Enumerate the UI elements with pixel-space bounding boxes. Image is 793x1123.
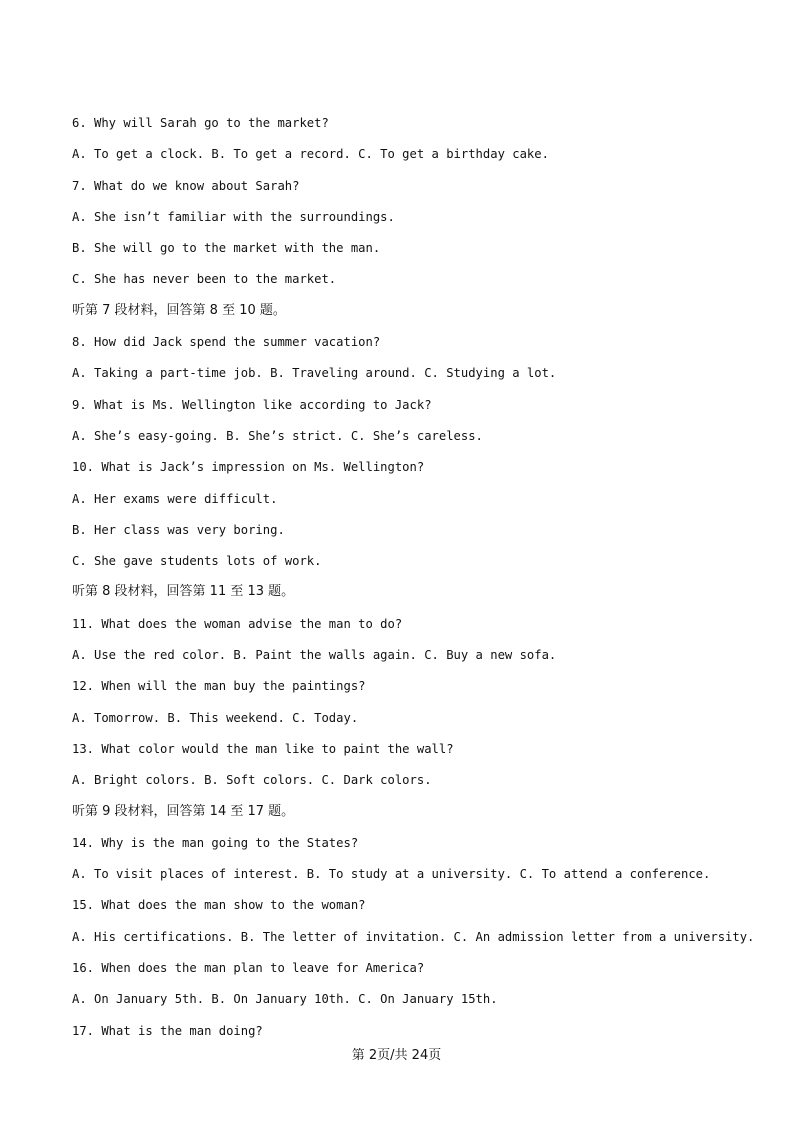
answer-options: A. Bright colors. B. Soft colors. C. Dark colors. xyxy=(72,773,432,788)
answer-options: A. Taking a part-time job. B. Traveling around. C. Studying a lot. xyxy=(72,366,557,381)
section-instruction: 听第 9 段材料，回答第 14 至 17 题。 xyxy=(72,803,295,819)
answer-options: A. She’s easy-going. B. She’s strict. C. She’s careless. xyxy=(72,428,483,443)
question-text: 12. When will the man buy the paintings? xyxy=(72,679,366,694)
answer-options: A. Use the red color. B. Paint the walls again. C. Buy a new sofa. xyxy=(72,648,557,663)
answer-options: C. She has never been to the market. xyxy=(72,272,337,287)
answer-options: A. His certifications. B. The letter of invitation. C. An admission letter from a university. xyxy=(72,929,755,944)
question-text: 7. What do we know about Sarah? xyxy=(72,178,300,193)
question-text: 14. Why is the man going to the States? xyxy=(72,835,359,850)
answer-options: A. She isn’t familiar with the surroundings. xyxy=(72,209,395,224)
answer-options: B. Her class was very boring. xyxy=(72,522,285,537)
question-text: 6. Why will Sarah go to the market? xyxy=(72,116,329,130)
section-instruction: 听第 8 段材料，回答第 11 至 13 题。 xyxy=(72,584,295,600)
answer-options: A. To get a clock. B. To get a record. C. To get a birthday cake. xyxy=(72,147,549,162)
answer-options: B. She will go to the market with the man. xyxy=(72,241,381,256)
answer-options: A. Her exams were difficult. xyxy=(72,491,278,506)
question-text: 13. What color would the man like to paint the wall? xyxy=(72,741,454,756)
answer-options: A. To visit places of interest. B. To study at a university. C. To attend a conference. xyxy=(72,867,711,882)
page-footer: 第 2页/共 24页 xyxy=(351,1048,442,1063)
question-text: 15. What does the man show to the woman? xyxy=(72,898,366,913)
question-text: 9. What is Ms. Wellington like according to Jack? xyxy=(72,397,432,412)
question-text: 8. How did Jack spend the summer vacation? xyxy=(72,335,381,350)
question-text: 17. What is the man doing? xyxy=(72,1023,263,1038)
section-instruction: 听第 7 段材料，回答第 8 至 10 题。 xyxy=(72,302,286,318)
answer-options: A. On January 5th. B. On January 10th. C. On January 15th. xyxy=(72,992,498,1007)
question-text: 11. What does the woman advise the man to do? xyxy=(72,616,403,631)
question-text: 10. What is Jack’s impression on Ms. Wellington? xyxy=(72,460,425,475)
question-list xyxy=(72,114,762,1053)
answer-options: A. Tomorrow. B. This weekend. C. Today. xyxy=(72,710,359,725)
answer-options: C. She gave students lots of work. xyxy=(72,554,322,569)
question-text: 16. When does the man plan to leave for America? xyxy=(72,961,425,976)
